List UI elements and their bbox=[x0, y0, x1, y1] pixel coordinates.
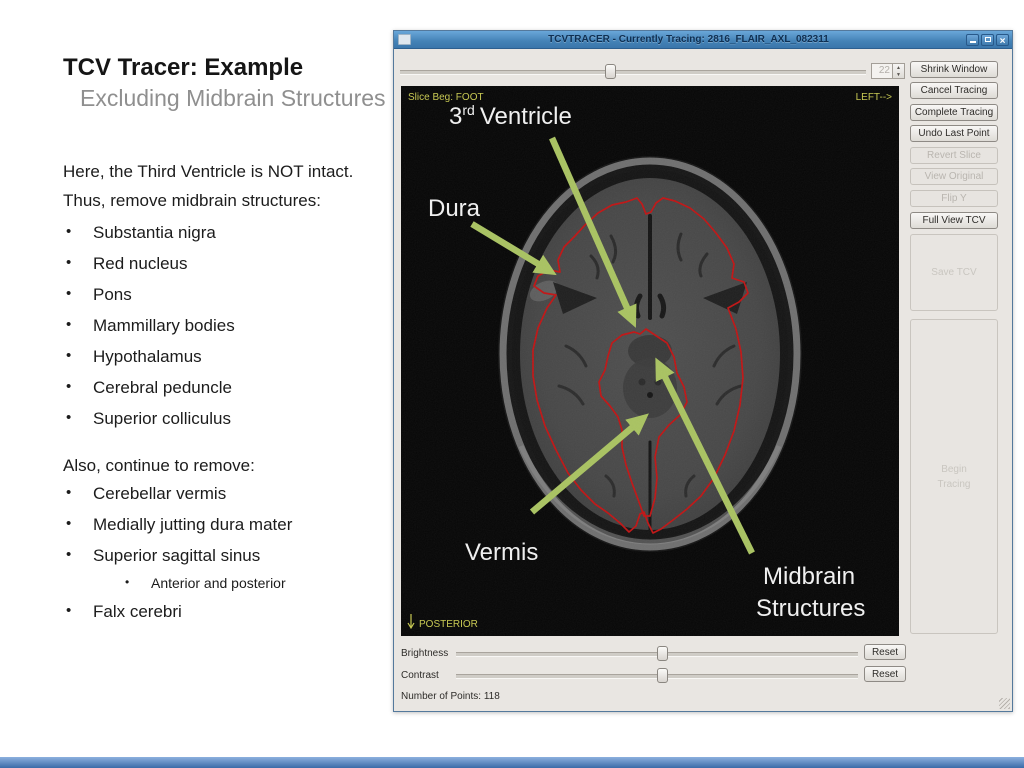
list-item: • Cerebellar vermis bbox=[63, 484, 393, 504]
contrast-label: Contrast bbox=[401, 670, 439, 681]
close-icon bbox=[1000, 31, 1006, 49]
minimize-icon bbox=[970, 41, 976, 43]
contrast-reset-button[interactable]: Reset bbox=[864, 666, 906, 682]
sub-list-item: • Anterior and posterior bbox=[93, 575, 393, 591]
list-item: • Medially jutting dura mater bbox=[63, 515, 393, 535]
intro-line: Thus, remove midbrain structures: bbox=[63, 190, 321, 210]
window-controls bbox=[966, 34, 1009, 46]
spin-down-icon[interactable] bbox=[893, 71, 904, 78]
slice-number-field[interactable]: 22 bbox=[871, 63, 893, 79]
shrink-window-button[interactable]: Shrink Window bbox=[910, 61, 998, 78]
list-item: • Substantia nigra bbox=[63, 223, 393, 243]
slice-slider-handle[interactable] bbox=[605, 64, 616, 79]
points-count-label: Number of Points: 118 bbox=[401, 691, 500, 702]
complete-tracing-button[interactable]: Complete Tracing bbox=[910, 104, 998, 121]
slice-spinner bbox=[893, 63, 905, 79]
list-item: • Mammillary bodies bbox=[63, 316, 393, 336]
mri-tracing-canvas[interactable] bbox=[401, 86, 899, 636]
flip-button[interactable]: Flip Y bbox=[910, 190, 998, 207]
intro-line: Here, the Third Ventricle is NOT intact. bbox=[63, 162, 354, 182]
page-subtitle: Excluding Midbrain Structures bbox=[80, 85, 386, 112]
save-tcv-button[interactable]: Save TCV bbox=[910, 234, 998, 311]
undo-last-point-button[interactable]: Undo Last Point bbox=[910, 125, 998, 142]
also-heading: Also, continue to remove: bbox=[63, 456, 255, 476]
spin-up-icon[interactable] bbox=[893, 64, 904, 71]
list-item: • Superior colliculus bbox=[63, 409, 393, 429]
close-button[interactable] bbox=[996, 34, 1009, 46]
contrast-slider[interactable] bbox=[456, 667, 858, 683]
slide-text-column bbox=[63, 55, 393, 633]
revert-slice-button[interactable]: Revert Slice bbox=[910, 147, 998, 164]
left-orientation-label: LEFT--> bbox=[855, 92, 892, 103]
posterior-label: POSTERIOR bbox=[419, 619, 478, 630]
resize-grip-icon[interactable] bbox=[999, 698, 1010, 709]
app-icon bbox=[398, 34, 411, 45]
tcvtracer-window bbox=[393, 30, 1013, 712]
window-title: TCVTRACER - Currently Tracing: 2816_FLAIR_AXL_082311 bbox=[548, 34, 829, 45]
list-item: • Falx cerebri bbox=[63, 602, 393, 622]
mri-noise-overlay bbox=[401, 86, 899, 636]
midbrain-structures-label-line1: Midbrain bbox=[763, 563, 856, 590]
list-item-text: Superior sagittal sinus bbox=[93, 546, 261, 566]
slide-footer-bar bbox=[0, 757, 1024, 768]
view-original-button[interactable]: View Original bbox=[910, 168, 998, 185]
maximize-icon bbox=[985, 37, 991, 42]
begin-tracing-label: Begin Tracing bbox=[937, 463, 971, 490]
list-item: • Cerebral peduncle bbox=[63, 378, 393, 398]
window-titlebar[interactable] bbox=[394, 31, 1012, 49]
third-ventricle-label: 3rd Ventricle bbox=[449, 102, 572, 130]
vermis-label: Vermis bbox=[465, 539, 539, 566]
minimize-button[interactable] bbox=[966, 34, 979, 46]
brightness-slider[interactable] bbox=[456, 645, 858, 661]
window-body bbox=[394, 49, 1012, 711]
begin-tracing-button[interactable] bbox=[910, 319, 998, 634]
contrast-slider-handle[interactable] bbox=[657, 668, 668, 683]
brightness-reset-button[interactable]: Reset bbox=[864, 644, 906, 660]
slice-slider[interactable] bbox=[400, 63, 866, 79]
slice-beg-label: Slice Beg: FOOT bbox=[408, 92, 484, 103]
list-item: • Pons bbox=[63, 285, 393, 305]
brightness-slider-handle[interactable] bbox=[657, 646, 668, 661]
list-item bbox=[63, 546, 393, 591]
also-remove-list bbox=[63, 484, 393, 622]
midbrain-structures-label-line2: Structures bbox=[756, 595, 866, 622]
list-item: • Red nucleus bbox=[63, 254, 393, 274]
dura-label: Dura bbox=[428, 195, 481, 222]
full-view-tcv-button[interactable]: Full View TCV bbox=[910, 212, 998, 229]
remove-structures-list bbox=[63, 223, 393, 429]
maximize-button[interactable] bbox=[981, 34, 994, 46]
intro-paragraph bbox=[63, 158, 393, 215]
page-title: TCV Tracer: Example bbox=[63, 54, 304, 81]
cancel-tracing-button[interactable]: Cancel Tracing bbox=[910, 82, 998, 99]
brightness-label: Brightness bbox=[401, 648, 449, 659]
slice-slider-track[interactable] bbox=[400, 70, 866, 75]
sub-list bbox=[93, 575, 393, 591]
list-item: • Hypothalamus bbox=[63, 347, 393, 367]
